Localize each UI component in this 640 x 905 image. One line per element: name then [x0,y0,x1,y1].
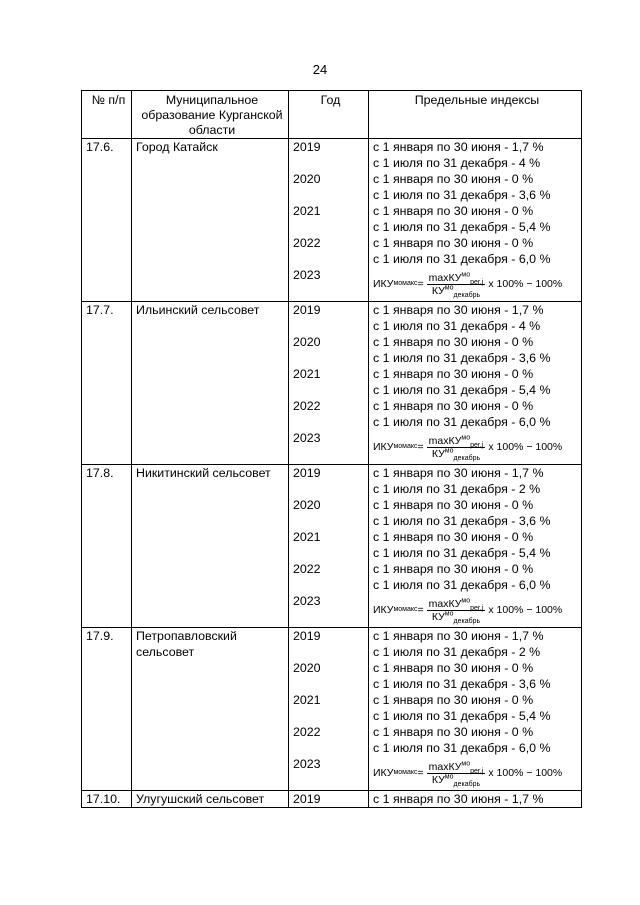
formula-num-sup: мо [461,434,471,441]
formula-den-sup: мо [444,284,454,291]
formula-numerator [427,272,486,285]
table-header-row [82,91,582,139]
index-line: с 1 января по 30 июня - 0 % [373,172,534,186]
index-line: с 1 июля по 31 декабря - 6,0 % [373,415,551,429]
formula-tail: x 100% − 100% [488,767,563,779]
formula-den-sup: мо [444,447,454,454]
year-value: 2021 [293,204,321,218]
formula-tail: x 100% − 100% [488,278,563,290]
formula-lhs: ИКУ [373,767,394,779]
index-line: с 1 июля по 31 декабря - 4 % [373,156,541,170]
index-line: с 1 января по 30 июня - 0 % [373,693,534,707]
index-line: с 1 января по 30 июня - 0 % [373,399,534,413]
formula-den-sup: мо [444,610,454,617]
index-line: с 1 июля по 31 декабря - 4 % [373,319,541,333]
page-number: 24 [312,62,328,77]
row-municipality: Ильинский сельсовет [132,302,289,465]
formula-den: КУ [431,447,445,460]
row-municipality: Никитинский сельсовет [132,465,289,628]
formula-eq: = [417,278,424,290]
row-indices [369,465,582,628]
formula-num: maxКУ [428,597,462,610]
formula-num-sup: мо [461,760,471,767]
table-row-truncated [82,791,582,808]
table-row [82,465,582,628]
year-value: 2019 [293,303,321,317]
year-value: 2019 [293,629,321,643]
formula-numerator [427,598,486,611]
index-line: с 1 июля по 31 декабря - 3,6 % [373,677,551,691]
formula-den-sub: декабрь [453,291,481,299]
formula: ИКУ мо макс = $\frac{\max КУ^{мо}_{per,j}}{КУ^{мо}_{декабрь}}$ x 100% − 100% [373,760,563,788]
formula-den: КУ [431,610,445,623]
year-value: 2020 [293,172,321,186]
table-body [82,139,582,808]
row-years [289,465,369,628]
index-line: с 1 января по 30 июня - 0 % [373,335,534,349]
formula-num: maxКУ [428,434,462,447]
formula-den: КУ [431,284,445,297]
year-value: 2020 [293,661,321,675]
formula-num-sub: per,j [470,278,484,286]
formula-denominator [432,611,480,623]
row-indices [369,628,582,791]
index-line: с 1 января по 30 июня - 0 % [373,725,534,739]
year-value: 2022 [293,399,321,413]
header-num: № п/п [82,91,132,139]
limit-indices-table [81,90,582,808]
index-line: с 1 июля по 31 декабря - 2 % [373,645,541,659]
formula-num: maxКУ [428,271,462,284]
index-line: с 1 июля по 31 декабря - 5,4 % [373,220,551,234]
table-row [82,139,582,302]
index-line: с 1 июля по 31 декабря - 6,0 % [373,252,551,266]
index-line: с 1 января по 30 июня - 0 % [373,367,534,381]
year-value: 2023 [293,268,321,282]
index-line: с 1 июля по 31 декабря - 3,6 % [373,514,551,528]
year-value: 2019 [293,140,321,154]
formula-denominator [432,774,480,786]
formula-den-sup: мо [444,773,454,780]
formula-den-sub: декабрь [453,780,481,788]
year-value: 2020 [293,498,321,512]
formula-fraction [427,435,486,460]
year-value: 2023 [293,594,321,608]
row-num: 17.10. [82,791,132,808]
year-value: 2023 [293,431,321,445]
index-line: с 1 января по 30 июня - 0 % [373,236,534,250]
row-num: 17.8. [82,465,132,628]
year-value: 2022 [293,725,321,739]
formula-den-sub: декабрь [453,454,481,462]
row-indices: с 1 января по 30 июня - 1,7 % [369,791,582,808]
row-years [289,139,369,302]
row-years [289,628,369,791]
row-num: 17.9. [82,628,132,791]
formula-den-sub: декабрь [453,617,481,625]
formula-tail: x 100% − 100% [488,441,563,453]
year-value: 2023 [293,757,321,771]
formula-numerator [427,435,486,448]
formula: ИКУ мо макс = $\frac{\max КУ^{мо}_{per,j}}{КУ^{мо}_{декабрь}}$ x 100% − 100% [373,597,563,625]
year-value: 2022 [293,236,321,250]
formula-fraction [427,272,486,297]
index-line: с 1 июля по 31 декабря - 5,4 % [373,546,551,560]
formula-eq: = [417,767,424,779]
row-municipality: Город Катайск [132,139,289,302]
index-line: с 1 июля по 31 декабря - 6,0 % [373,741,551,755]
index-line: с 1 июля по 31 декабря - 5,4 % [373,383,551,397]
index-line: с 1 января по 30 июня - 1,7 % [373,466,544,480]
formula-eq: = [417,441,424,453]
year-value: 2022 [293,562,321,576]
index-line: с 1 января по 30 июня - 0 % [373,530,534,544]
row-num: 17.6. [82,139,132,302]
formula-tail: x 100% − 100% [488,604,563,616]
formula-num-sub: per,j [470,767,484,775]
year-value: 2021 [293,693,321,707]
index-line: с 1 января по 30 июня - 1,7 % [373,629,544,643]
formula-lhs: ИКУ [373,604,394,616]
table-row [82,628,582,791]
formula: ИКУ мо макс = $\frac{\max КУ^{мо}_{per,j}}{КУ^{мо}_{декабрь}}$ x 100% − 100% [373,434,563,462]
row-municipality: Улугушский сельсовет [132,791,289,808]
index-line: с 1 июля по 31 декабря - 2 % [373,482,541,496]
index-line: с 1 января по 30 июня - 0 % [373,562,534,576]
row-years [289,302,369,465]
index-line: с 1 января по 30 июня - 0 % [373,498,534,512]
row-indices [369,302,582,465]
year-value: 2021 [293,367,321,381]
row-municipality: Петропавловский сельсовет [132,628,289,791]
formula-lhs: ИКУ [373,441,394,453]
index-line: с 1 июля по 31 декабря - 3,6 % [373,188,551,202]
index-line: с 1 июля по 31 декабря - 6,0 % [373,578,551,592]
formula-denominator [432,448,480,460]
formula-fraction [427,761,486,786]
index-line: с 1 января по 30 июня - 1,7 % [373,140,544,154]
row-indices [369,139,582,302]
index-line: с 1 июля по 31 декабря - 5,4 % [373,709,551,723]
index-line: с 1 июля по 31 декабря - 3,6 % [373,351,551,365]
formula-eq: = [417,604,424,616]
index-line: с 1 января по 30 июня - 1,7 % [373,303,544,317]
formula-num-sup: мо [461,597,471,604]
formula-lhs: ИКУ [373,278,394,290]
formula: ИКУ мо макс = $\frac{\max КУ^{мо}_{per,j}}{КУ^{мо}_{декабрь}}$ x 100% − 100% [373,271,563,299]
formula-num-sub: per,j [470,441,484,449]
row-num: 17.7. [82,302,132,465]
header-municipality: Муниципальное образование Курганской области [132,91,289,139]
table-row [82,302,582,465]
formula-denominator [432,285,480,297]
formula-num-sub: per,j [470,604,484,612]
row-years: 2019 [289,791,369,808]
year-value: 2019 [293,466,321,480]
year-value: 2021 [293,530,321,544]
formula-fraction [427,598,486,623]
formula-numerator [427,761,486,774]
formula-den: КУ [431,773,445,786]
year-value: 2020 [293,335,321,349]
formula-num: maxКУ [428,760,462,773]
index-line: с 1 января по 30 июня - 0 % [373,204,534,218]
index-line: с 1 января по 30 июня - 0 % [373,661,534,675]
formula-num-sup: мо [461,271,471,278]
header-indices: Предельные индексы [369,91,582,139]
header-year: Год [289,91,369,139]
